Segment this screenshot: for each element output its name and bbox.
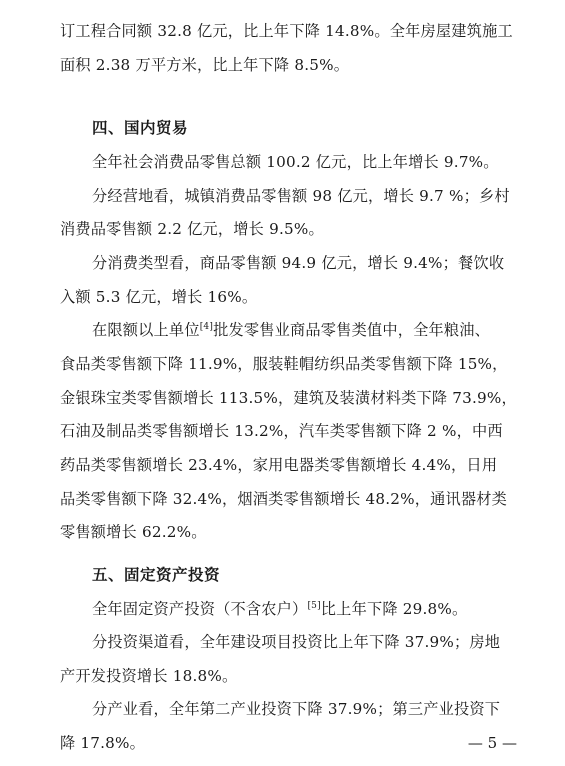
paragraph-line: 石油及制品类零售额增长 13.2%，汽车类零售额下降 2 %，中西 [60, 422, 503, 440]
paragraph-line: 金银珠宝类零售额增长 113.5%，建筑及装潢材料类下降 73.9%， [60, 389, 517, 407]
paragraph-line: 品类零售额下降 32.4%，烟酒类零售额增长 48.2%，通讯器材类 [60, 490, 508, 508]
paragraph-line [92, 320, 520, 340]
paragraph-line: 产开发投资增长 18.8%。 [60, 667, 238, 685]
section-heading-fixed-asset-investment: 五、固定资产投资 [92, 566, 221, 584]
paragraph-line: 入额 5.3 亿元，增长 16%。 [60, 288, 258, 306]
paragraph-line: 零售额增长 62.2%。 [60, 523, 207, 541]
footnote-ref-4: [4] [199, 322, 214, 332]
line-text: 在限额以上单位 [92, 321, 200, 339]
paragraph-line: 药品类零售额增长 23.4%，家用电器类零售额增长 4.4%，日用 [60, 456, 498, 474]
page-number: — 5 — [467, 734, 517, 752]
paragraph-line: 全年社会消费品零售总额 100.2 亿元，比上年增长 9.7%。 [92, 153, 499, 171]
paragraph-line [92, 599, 520, 619]
line-text: 批发零售业商品零售类值中，全年粮油、 [213, 321, 491, 339]
paragraph-line: 消费品零售额 2.2 亿元，增长 9.5%。 [60, 220, 324, 238]
paragraph-line: 分经营地看，城镇消费品零售额 98 亿元，增长 9.7 %；乡村 [92, 187, 510, 205]
paragraph-line: 降 17.8%。 [60, 734, 146, 752]
paragraph-line: 分投资渠道看，全年建设项目投资比上年下降 37.9%；房地 [92, 633, 501, 651]
paragraph-line: 分产业看，全年第二产业投资下降 37.9%；第三产业投资下 [92, 700, 501, 718]
footnote-ref-5: [5] [307, 601, 321, 611]
paragraph-line: 分消费类型看，商品零售额 94.9 亿元，增长 9.4%；餐饮收 [92, 254, 505, 272]
paragraph-line: 食品类零售额下降 11.9%，服装鞋帽纺织品类零售额下降 15%， [60, 355, 508, 373]
paragraph-line: 订工程合同额 32.8 亿元，比上年下降 14.8%。全年房屋建筑施工 [60, 22, 513, 40]
line-text: 比上年下降 29.8%。 [320, 600, 468, 618]
line-text: 全年固定资产投资（不含农户） [92, 600, 308, 618]
section-heading-domestic-trade: 四、国内贸易 [92, 119, 189, 137]
paragraph-line: 面积 2.38 万平方米，比上年下降 8.5%。 [60, 56, 350, 74]
